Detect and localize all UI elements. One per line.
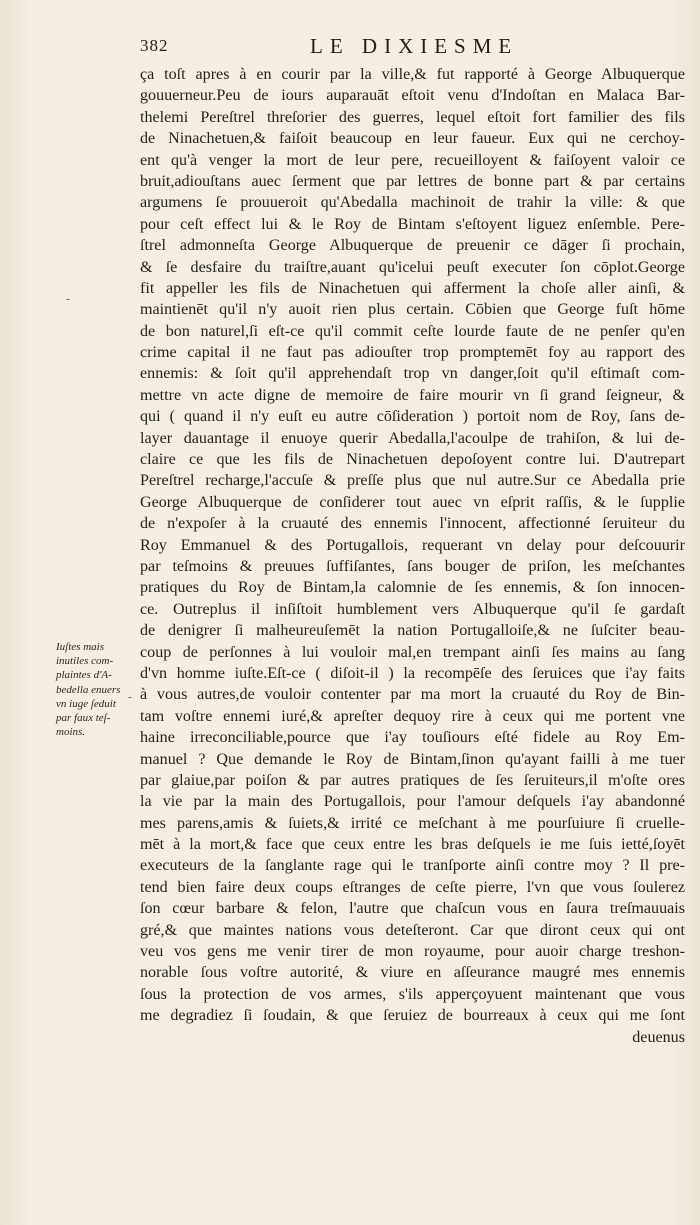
margin-note-line: Iuſtes mais <box>56 641 104 653</box>
text-line: George Albuquerque de conſiderer tout auec vn eſprit raſſis, & le ſupplie <box>140 493 685 511</box>
text-line: ſous la protection de vos armes, s'ils apperçoyuent maintenant que vous <box>140 985 685 1003</box>
text-line: & ſe desfaire du traiſtre,auant qu'icelui peuſt executer ſon cōplot.George <box>140 258 685 276</box>
margin-note-line: inutiles com- <box>56 655 114 668</box>
text-line: de denigrer ſi malheureuſemēt la nation Portugalloiſe,& ne ſuſciter beau- <box>140 622 685 640</box>
text-line: ce. Outreplus il inſiſtoit humblement vers Albuquerque qu'il ſe gardaſt <box>140 600 685 618</box>
text-line: tam voſtre ennemi iuré,& apreſter dequoy rire à ceux qui me portent vne <box>140 707 685 725</box>
text-line: Pereſtrel recharge,l'accuſe & preſſe plus que nul autre.Sur ce Abedalla prie <box>140 472 685 490</box>
text-line: argumens ſe prouueroit qu'Abedalla machinoit de trahir la ville: & que <box>140 194 685 212</box>
text-line: mēt à la mort,& face que ceux entre les bras deſquels ie me ſuis ietté,ſoyēt <box>140 836 685 854</box>
text-line: me degradiez ſi ſoudain, & que ſeruiez de bourreaux à ceux qui me ſont <box>140 1007 685 1025</box>
page-number: 382 <box>140 36 169 55</box>
text-line: norable ſous voſtre autorité, & viure en aſſeurance maugré mes ennemis <box>140 964 685 982</box>
text-line: qui ( quand il n'y euſt eu autre cōſideration ) portoit nom de Roy, ſans de- <box>140 408 685 426</box>
text-line: ça toſt apres à en courir par la ville,& fut rapporté à George Albuquerque <box>140 66 685 83</box>
page-header <box>140 34 685 64</box>
text-line: maintienēt qu'il n'y auoit rien plus certain. Cōbien que George fuſt hōme <box>140 301 685 319</box>
text-line: de n'expoſer à la cruauté des ennemis l'innocent, affectionné ſeruiteur du <box>140 515 685 533</box>
text-line: ſon cœur barbare & felon, l'autre que chaſcun vous en ſaura treſmauuais <box>140 900 685 918</box>
text-line: claire ce que les fils de Ninachetuen depoſoyent contre lui. D'autrepart <box>140 451 685 469</box>
text-line: tend bien faire deux coups eſtranges de ceſte pierre, l'vn que vous ſoulerez <box>140 878 685 896</box>
text-line: mes parens,amis & ſuiets,& irrité ce meſchant à me pourſuiure ſi cruelle- <box>140 814 685 832</box>
text-line: d'vn homme iuſte.Eſt-ce ( diſoit-il ) la recompēſe des ſeruices que i'ay faits <box>140 664 685 682</box>
text-line: ent qu'à venger la mort de leur pere, recueilloyent & faiſoyent valoir ce <box>140 151 685 169</box>
margin-note-line: plaintes d'A- <box>56 669 112 682</box>
margin-note-line: bedella enuers <box>56 683 121 696</box>
margin-dash-mark: - <box>66 292 71 306</box>
text-line: gré,& que maintes nations vous deteſteront. Car que diront ceux qui ont <box>140 921 685 939</box>
text-line: deuenus <box>632 1028 685 1046</box>
text-line: gouuerneur.Peu de iours auparauāt eſtoit venu d'Indoſtan en Malaca Bar- <box>140 87 685 105</box>
body-text <box>140 64 685 1048</box>
text-line: par teſmoins & preuues ſuffiſantes, ſans bouger de priſon, les meſchantes <box>140 557 685 575</box>
text-line: crime capital il ne faut pas adiouſter trop promptemēt foy au rapport des <box>140 344 685 362</box>
text-line: mettre vn acte digne de memoire de faire mourir vn ſi grand ſeigneur, & <box>140 386 685 404</box>
margin-note-line: par faux teſ- <box>56 712 111 725</box>
margin-note-line: vn iuge ſeduit <box>56 697 116 710</box>
text-line: à vous autres,de vouloir contenter par ma mort la cruauté du Roy de Bin- <box>140 686 685 704</box>
text-line: pratiques du Roy de Bintam,la calomnie de ſes ennemis, & ſon innocen- <box>140 579 685 597</box>
text-line: veu vos gens me venir tirer de mon royaume, pour auoir charge treshon- <box>140 943 685 961</box>
margin-note <box>56 640 138 739</box>
margin-note-line: moins. <box>56 726 86 739</box>
text-line: bruit,adiouſtans auec ſerment que par lettres de bonne part & par certains <box>140 172 685 190</box>
text-line: la vie par la main des Portugallois, pour l'amour deſquels i'ay abandonné <box>140 793 685 811</box>
text-line: Roy Emmanuel & des Portugallois, requerant vn delay pour deſcouurir <box>140 536 685 554</box>
text-line: fit appeller les fils de Ninachetuen qui afferment la choſe aller ainſi, & <box>140 279 685 297</box>
text-line: manuel ? Que demande le Roy de Bintam,ſinon qu'ayant failli à me tuer <box>140 750 685 768</box>
text-line: ennemis: & ſoit qu'il apprehendaſt trop vn danger,ſoit qu'il eſtimaſt com- <box>140 365 685 383</box>
text-line: layer dauantage il enuoye querir Abedalla,l'acoulpe de trahiſon, & lui de- <box>140 429 685 447</box>
running-title: LE DIXIESME <box>310 34 519 58</box>
text-line: par glaiue,par poiſon & par autres pratiques de ſes ſeruiteurs,il m'oſte ores <box>140 771 685 789</box>
text-line: de Ninachetuen,& faiſoit beaucoup en leur faueur. Eux qui ne cerchoy- <box>140 130 685 148</box>
margin-dash-mark: - <box>128 690 133 704</box>
text-line: de bon naturel,ſi eſt-ce qu'il commit ceſte lourde faute de ne penſer qu'en <box>140 322 685 340</box>
text-line: coup de perſonnes à lui vouloir mal,en trempant ainſi ſes mains au ſang <box>140 643 685 661</box>
text-line: ſtrel admonneſta George Albuquerque de preuenir ce dāger ſi prochain, <box>140 237 685 255</box>
text-line: pour ceſt effect lui & le Roy de Bintam s'eſtoyent liguez enſemble. Pere- <box>140 215 685 233</box>
text-line: thelemi Pereſtrel threſorier des guerres, lequel eſtoit fort familier des fils <box>140 108 685 126</box>
text-line: haine irreconciliable,pource que i'ay touſiours eſté fidele au Roy Em- <box>140 729 685 747</box>
text-line: executeurs de la ſanglante rage qui le tranſporte ainſi contre moy ? Il pre- <box>140 857 685 875</box>
